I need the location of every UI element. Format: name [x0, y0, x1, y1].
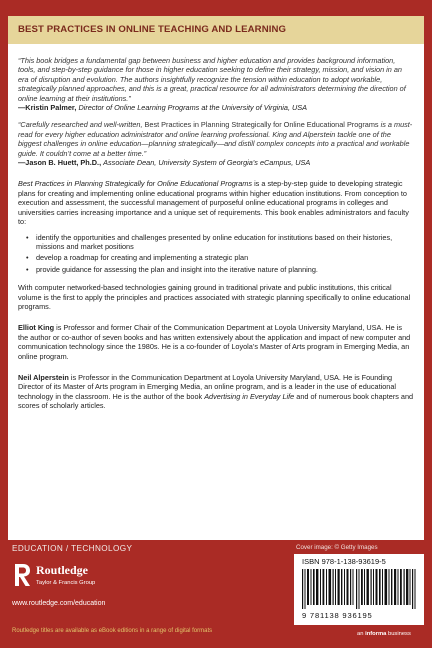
endorsement-2-attribution: [18, 158, 310, 167]
endorsement-1-name: —Kristin Palmer,: [18, 103, 77, 113]
endorsement-2-quote-start: “Carefully researched and well-written,: [18, 120, 143, 130]
endorsement-2-quote-end: is a must-read for every higher education administrator and online learning professional. King and Alperstein tackle one of the biggest challenges in online education—planning strategically—and distill complex concepts into a practical and workable guide. It couldn’t come at a better time.”: [18, 120, 413, 158]
endorsement-1-attribution: [18, 103, 307, 112]
ebook-note: Routledge titles are available as eBook editions in a range of digital formats: [12, 628, 213, 634]
content-panel: [8, 44, 424, 540]
cover-credit: Cover image: © Getty Images: [296, 544, 378, 551]
routledge-logo-icon: [12, 562, 32, 588]
informa-business-label: [357, 631, 411, 637]
description-bullet-list: [18, 233, 414, 275]
endorsement-1: [18, 56, 414, 112]
publisher-name: Routledge: [36, 563, 88, 577]
description-book-title: Best Practices in Planning Strategically for Online Educational Programs: [18, 179, 253, 189]
author-bio-text-start: is Professor in the Communication Department at Loyola University Maryland, USA. He is Founding Director of its Master of Arts program in Emerging Media, an online program, and is a leader in the use of educational technology in the classroom. He is the author of the book: [18, 372, 397, 401]
author-bio-text-end: and of numerous book chapters and scores of scholarly articles.: [18, 391, 414, 411]
author-name: Neil Alperstein: [18, 372, 69, 382]
informa-suffix: business: [387, 631, 411, 637]
isbn-barcode-box: [294, 554, 424, 625]
category-label: EDUCATION / TECHNOLOGY: [12, 544, 133, 553]
footer: [0, 540, 432, 648]
barcode-icon: [300, 569, 420, 609]
series-title: BEST PRACTICES IN ONLINE TEACHING AND LEARNING: [18, 24, 287, 35]
description-closing: With computer networked-based technologies gaining ground in traditional private and public institutions, this critical volume is the first to apply the principles and practices associated with strategic planning specifically to online educational programs.: [18, 283, 411, 311]
informa-brand: informa: [365, 631, 387, 637]
endorsement-1-role: Director of Online Learning Programs at the University of Virginia, USA: [78, 103, 308, 113]
bullet-item: • develop a roadmap for creating and implementing a strategic plan: [30, 253, 414, 262]
bullet-item: • provide guidance for assessing the plan and insight into the iterative nature of planning.: [30, 265, 414, 274]
author-bio-alperstein: [18, 373, 414, 411]
author-bio-text: is Professor and former Chair of the Communication Department at Loyola University Maryland, USA. He is the author or co-author of seven books and has written extensively about the application and impact of new computer and communication technology since the 1980s. He is a co-founder of Loyola’s Master of Arts program in Emerging Media, an online program.: [18, 323, 411, 361]
barcode-digits: 9 781138 936195: [302, 611, 373, 620]
isbn-number: ISBN 978-1-138-93619-5: [302, 557, 386, 566]
informa-prefix: an: [357, 631, 364, 637]
endorsement-2-book-title: Best Practices in Planning Strategically for Online Educational Programs: [144, 120, 379, 130]
author-book-title: Advertising in Everyday Life: [204, 391, 295, 401]
endorsement-2: [18, 120, 414, 167]
endorsement-2-name: —Jason B. Huett, Ph.D.,: [18, 158, 102, 168]
bullet-item: • identify the opportunities and challenges presented by online education for institutions based on their histories, missions and market positions: [30, 233, 414, 252]
description-text: is a step-by-step guide to developing strategic plans for creating and implementing online educational programs within higher education institutions. From conception to execution and assessment, the successful management of purposeful online educational programs in colleges and universities carries increasing importance and a unique set of requirements. This book enables administrators and faculty to:: [18, 179, 409, 227]
endorsement-1-quote: “This book bridges a fundamental gap between business and higher education and provides background information, tools, and step-by-step guidance for those in higher education seeking to define their strategy, mission, and vision in an era of disruption and evolution. The authors insightfully recognize the tension within education to adopt workable, strategically planned approaches, and this is a great, practical resource for all administrators determining the direction of online learning at their institutions.”: [18, 56, 406, 103]
author-name: Elliot King: [18, 323, 55, 333]
content-text: [18, 56, 414, 411]
publisher-website: www.routledge.com/education: [12, 600, 106, 607]
author-bio-king: [18, 323, 414, 361]
book-description: [18, 179, 414, 226]
endorsement-2-role: Associate Dean, University System of Georgia’s eCampus, USA: [103, 158, 311, 168]
series-band: [8, 16, 424, 44]
publisher-group: Taylor & Francis Group: [36, 580, 96, 586]
